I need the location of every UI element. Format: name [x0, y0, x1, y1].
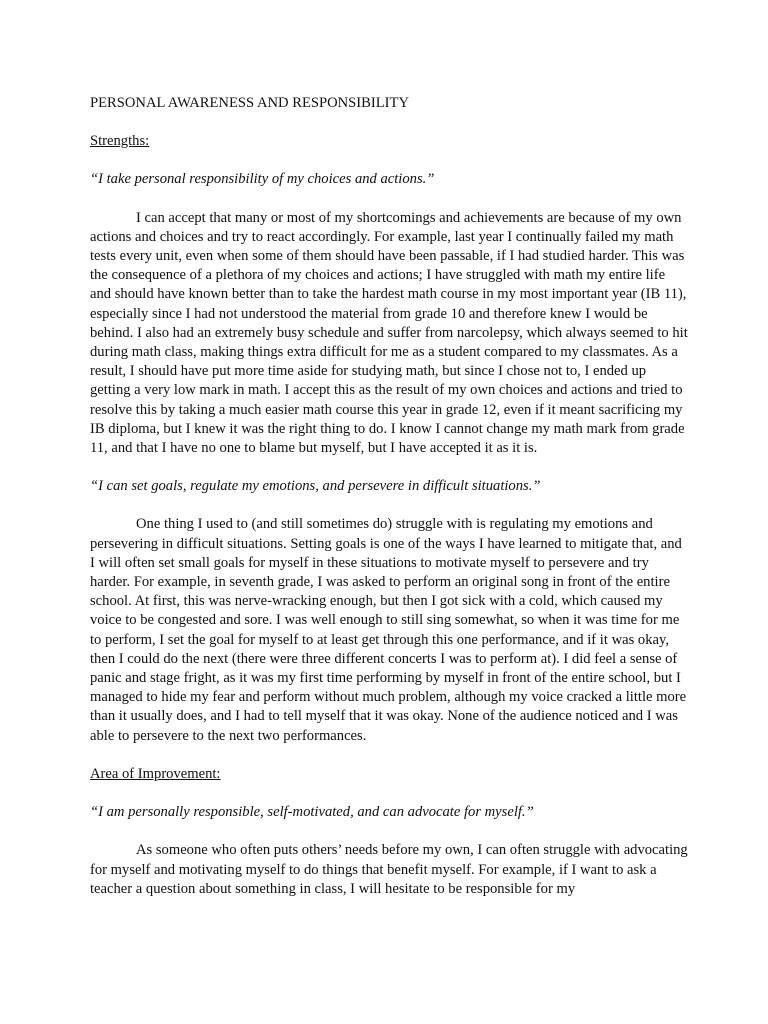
competency-quote: “I am personally responsible, self-motivated, and can advocate for myself.” [90, 804, 534, 821]
body-paragraph: I can accept that many or most of my shortcomings and achievements are because of my own actions and choices and try to react accordingly. For example, last year I continually failed my math tests every unit, even when some of them should have been passable, if I had studied harder. This was the consequence of a plethora of my choices and actions; I have struggled with math my entire life and should have known better than to take the hardest math course in my most important year (IB 11), especially since I had not understood the material from grade 10 and therefore knew I would be behind. I also had an extremely busy schedule and suffer from narcolepsy, which always seemed to hit during math class, making things extra difficult for me as a student compared to my classmates. As a result, I should have put more time aside for studying math, but since I chose not to, I ended up getting a very low mark in math. I accept this as the result of my own choices and actions and tried to resolve this by taking a much easier math course this year in grade 12, even if it meant sacrificing my IB diploma, but I knew it was the right thing to do. I know I cannot change my math mark from grade 11, and that I have no one to blame but myself, but I have accepted it as it is. [90, 209, 688, 457]
competency-quote: “I can set goals, regulate my emotions, and persevere in difficult situations.” [90, 478, 541, 495]
body-paragraph: As someone who often puts others’ needs before my own, I can often struggle with advocating for myself and motivating myself to do things that benefit myself. For example, if I want to ask a teacher a question about something in class, I will hesitate to be responsible for my [90, 842, 688, 897]
competency-quote: “I take personal responsibility of my choices and actions.” [90, 171, 435, 188]
body-paragraph: One thing I used to (and still sometimes do) struggle with is regulating my emotions and persevering in difficult situations. Setting goals is one of the ways I have learned to mitigate that, and I will often set small goals for myself in these situations to motivate myself to persevere and try harder. For example, in seventh grade, I was asked to perform an original song in front of the entire school. At first, this was nerve-wracking enough, but then I got sick with a cold, which caused my voice to be congested and sore. I was well enough to still sing somewhat, so when it was time for me to perform, I set the goal for myself to at least get through this one performance, and if it was okay, then I could do the next (there were three different concerts I was to perform at). I did feel a sense of panic and stage fright, as it was my first time performing by myself in front of the entire school, but I managed to hide my fear and perform without much problem, although my voice cracked a little more than it usually does, and I had to tell myself that it was okay. None of the audience noticed and I was able to persevere to the next two performances. [90, 516, 687, 744]
section-heading-strengths: Strengths: [90, 133, 150, 150]
document-title: PERSONAL AWARENESS AND RESPONSIBILITY [90, 95, 409, 111]
section-heading-improvement: Area of Improvement: [90, 765, 221, 782]
